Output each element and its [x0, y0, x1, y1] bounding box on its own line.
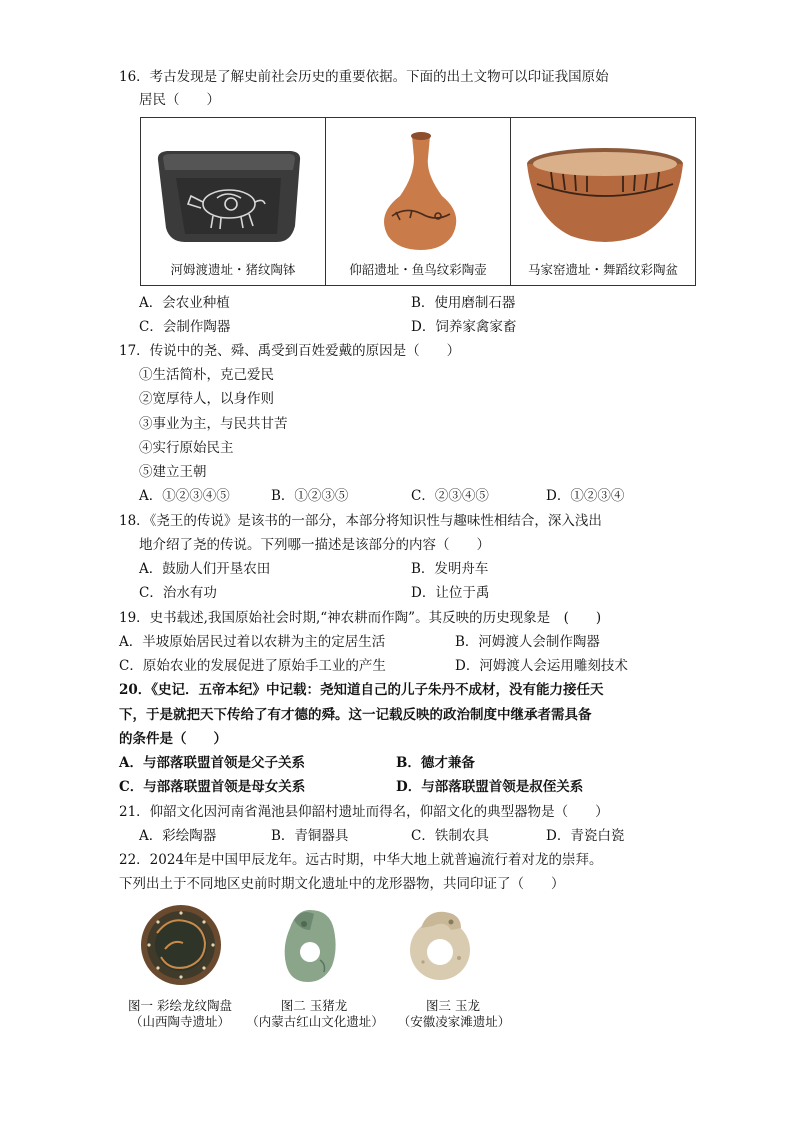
- q17-option-b: B．①②③⑤: [271, 488, 349, 504]
- pig-pattern-pottery-bowl-icon: [141, 118, 319, 258]
- q16-image-caption-1: 河姆渡遗址・猪纹陶钵: [170, 262, 296, 277]
- q16-image-cell-1: [141, 118, 326, 285]
- q18-option-b: B．发明舟车: [411, 561, 489, 577]
- q20-stem-line2: 下，于是就把天下传给了有才德的舜。这一记载反映的政治制度中继承者需具备: [119, 707, 592, 723]
- q22-figure-3-caption: 图三 玉龙: [426, 998, 480, 1013]
- q19-option-d: D．河姆渡人会运用雕刻技术: [455, 658, 628, 674]
- q20-option-b: B．德才兼备: [396, 755, 475, 771]
- q21-option-b: B．青铜器具: [271, 828, 349, 844]
- q17-item-2: ②宽厚待人，以身作则: [139, 391, 274, 407]
- q21-option-c: C．铁制农具: [411, 828, 489, 844]
- q21-option-a: A．彩绘陶器: [139, 828, 217, 844]
- q17-option-d: D．①②③④: [546, 488, 625, 504]
- q16-image-caption-3: 马家窑遗址・舞蹈纹彩陶盆: [527, 262, 678, 277]
- q18-option-d: D．让位于禹: [411, 585, 490, 601]
- q16-option-a: A．会农业种植: [139, 295, 230, 311]
- jade-dragon-ring-icon: [407, 906, 473, 986]
- painted-dragon-pottery-plate-icon: [139, 903, 223, 987]
- q20-option-d: D．与部落联盟首领是叔侄关系: [396, 779, 584, 795]
- jade-pig-dragon-icon: [280, 904, 340, 986]
- fish-bird-painted-pottery-jar-icon: [326, 118, 515, 258]
- q16-option-b: B．使用磨制石器: [411, 295, 516, 311]
- q22-figure-1-site: （山西陶寺遗址）: [129, 1014, 230, 1029]
- q20-stem-line1: 20．《史记．五帝本纪》中记载：尧知道自己的儿子朱丹不成材，没有能力接任天: [119, 682, 604, 698]
- dance-pattern-painted-pottery-basin-icon: [511, 118, 700, 258]
- q22-figure-2-site: （内蒙古红山文化遗址）: [246, 1014, 384, 1029]
- q18-stem-line2: 地介绍了尧的传说。下列哪一描述是该部分的内容（ ）: [139, 537, 490, 553]
- q22-figure-2-caption: 图二 玉猪龙: [280, 998, 348, 1013]
- q22-stem-line2: 下列出土于不同地区史前时期文化遗址中的龙形器物，共同印证了（ ）: [119, 876, 565, 892]
- q19-option-c: C．原始农业的发展促进了原始手工业的产生: [119, 658, 386, 674]
- q16-option-d: D．饲养家禽家畜: [411, 319, 517, 335]
- q18-option-a: A．鼓励人们开垦农田: [139, 561, 271, 577]
- q22-stem-line1: 22．2024年是中国甲辰龙年。远古时期，中华大地上就普遍流行着对龙的崇拜。: [119, 852, 603, 868]
- q16-stem-line1: 16．考古发现是了解史前社会历史的重要依据。下面的出土文物可以印证我国原始: [119, 69, 609, 85]
- q19-option-a: A．半坡原始居民过着以农耕为主的定居生活: [119, 634, 386, 650]
- q17-option-c: C．②③④⑤: [411, 488, 489, 504]
- q16-stem-line2: 居民（ ）: [139, 92, 220, 108]
- q21-stem: 21．仰韶文化因河南省渑池县仰韶村遗址而得名，仰韶文化的典型器物是（ ）: [119, 804, 609, 820]
- q17-option-a: A．①②③④⑤: [139, 488, 230, 504]
- q22-figure-3-site: （安徽凌家滩遗址）: [397, 1014, 511, 1029]
- q17-stem: 17．传说中的尧、舜、禹受到百姓爱戴的原因是（ ）: [119, 343, 461, 359]
- q18-stem-line1: 18．《尧王的传说》是该书的一部分，本部分将知识性与趣味性相结合，深入浅出: [119, 513, 602, 529]
- q21-option-d: D．青瓷白瓷: [546, 828, 625, 844]
- q16-image-table: [140, 117, 696, 286]
- q16-option-c: C．会制作陶器: [139, 319, 231, 335]
- q17-item-5: ⑤建立王朝: [139, 464, 207, 480]
- q19-stem: 19．史书载述,我国原始社会时期,“神农耕而作陶”。其反映的历史现象是 ( ): [119, 610, 602, 626]
- q20-stem-line3: 的条件是（ ）: [119, 731, 227, 747]
- q18-option-c: C．治水有功: [139, 585, 217, 601]
- q20-option-c: C．与部落联盟首领是母女关系: [119, 779, 306, 795]
- q20-option-a: A．与部落联盟首领是父子关系: [119, 755, 305, 771]
- q17-item-4: ④实行原始民主: [139, 440, 234, 456]
- q16-image-cell-3: [511, 118, 695, 285]
- q19-option-b: B．河姆渡人会制作陶器: [455, 634, 600, 650]
- q16-image-cell-2: [326, 118, 511, 285]
- q17-item-1: ①生活简朴，克己爱民: [139, 367, 274, 383]
- q16-image-caption-2: 仰韶遗址・鱼鸟纹彩陶壶: [349, 262, 487, 277]
- q22-figure-1-caption: 图一 彩绘龙纹陶盘: [128, 998, 232, 1013]
- q17-item-3: ③事业为主，与民共甘苦: [139, 416, 288, 432]
